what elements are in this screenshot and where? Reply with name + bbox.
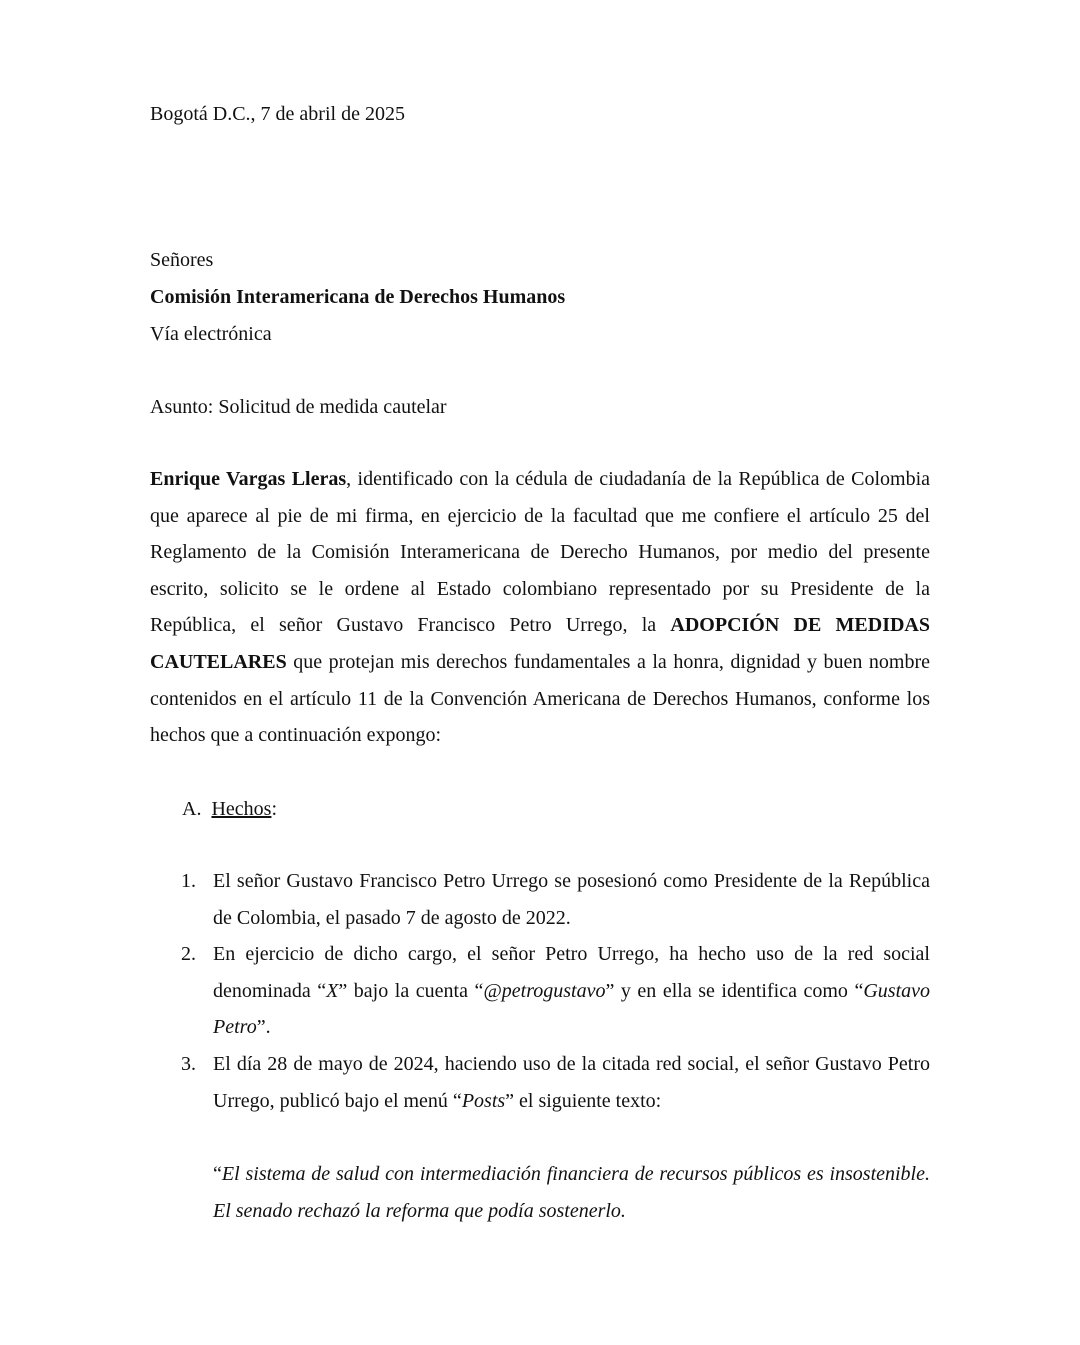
fact-text-part: El día 28 de mayo de 2024, haciendo uso de la citada red social, el señor Gustavo Petro Urrego, publicó bajo el menú “ xyxy=(213,1053,930,1112)
intro-paragraph xyxy=(150,461,930,754)
intro-text-2: que protejan mis derechos fundamentales a la honra, dignidad y buen nombre contenidos en el artículo 11 de la Convención Americana de Derechos Humanos, conforme los hechos que a continuación expongo: xyxy=(150,650,930,747)
fact-item-2 xyxy=(150,936,930,1046)
fact-text xyxy=(213,936,930,1046)
section-a-colon: : xyxy=(271,798,277,820)
fact-text-italic: @petrogustavo xyxy=(483,979,606,1002)
document-page xyxy=(150,0,930,1345)
fact-number: 3. xyxy=(181,1053,196,1075)
fact-text xyxy=(213,1046,930,1119)
intro-emphasis: ADOPCIÓN DE MEDIDAS CAUTELARES xyxy=(150,614,930,673)
fact-item-3 xyxy=(150,1046,930,1119)
petitioner-name: Enrique Vargas Lleras xyxy=(150,468,347,490)
fact-text-part: ” y en ella se identifica como “ xyxy=(605,979,864,1002)
fact-text-part: ”. xyxy=(256,1016,271,1039)
subject-line: Asunto: Solicitud de medida cautelar xyxy=(150,396,447,418)
quoted-post xyxy=(213,1156,930,1229)
salutation: Señores xyxy=(150,249,214,271)
quote-open-mark: “ xyxy=(213,1163,222,1185)
fact-text-italic: Gustavo Petro xyxy=(213,979,931,1039)
fact-text-italic: Posts xyxy=(461,1089,506,1112)
place-date: Bogotá D.C., 7 de abril de 2025 xyxy=(150,103,405,125)
fact-text-italic: X xyxy=(326,979,339,1002)
section-a-heading xyxy=(182,796,277,822)
addressee-organization: Comisión Interamericana de Derechos Humanos xyxy=(150,286,566,308)
fact-item-1 xyxy=(150,863,930,936)
intro-text-1: , identificado con la cédula de ciudadanía de la República de Colombia que aparece al pie de mi firma, en ejercicio de la facultad que me confiere el artículo 25 del Reglamento de la Comisión Interamericana de Derecho Humanos, por medio del presente escrito, solicito se le ordene al Estado colombiano representado por su Presidente de la República, el señor Gustavo Francisco Petro Urrego, la xyxy=(150,468,931,637)
section-a-marker: A. xyxy=(182,798,202,820)
fact-text-part: En ejercicio de dicho cargo, el señor Petro Urrego, ha hecho uso de la red social denominada “ xyxy=(213,943,930,1002)
fact-text-part: ” bajo la cuenta “ xyxy=(338,979,484,1002)
delivery-method: Vía electrónica xyxy=(150,323,272,345)
section-a-title: Hechos xyxy=(211,798,272,820)
fact-number: 1. xyxy=(181,870,196,892)
fact-text: El señor Gustavo Francisco Petro Urrego se posesionó como Presidente de la República de Colombia, el pasado 7 de agosto de 2022. xyxy=(213,870,930,929)
quote-text: El sistema de salud con intermediación financiera de recursos públicos es insostenible. El senado rechazó la reforma que podía sostenerlo. xyxy=(213,1163,930,1222)
fact-text-part: ” el siguiente texto: xyxy=(505,1089,662,1112)
fact-number: 2. xyxy=(181,943,196,965)
